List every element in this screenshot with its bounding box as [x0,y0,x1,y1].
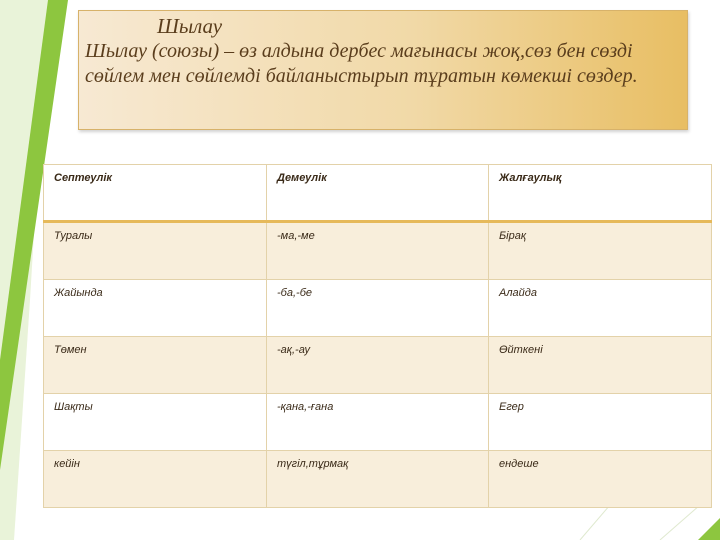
table-cell: Өйткені [489,337,712,394]
table-cell: Шақты [44,394,267,451]
table-cell: Егер [489,394,712,451]
table-row [44,394,712,451]
table-cell: кейін [44,451,267,508]
table-cell: -қана,-ғана [267,394,489,451]
table-cell: -ақ,-ау [267,337,489,394]
table-cell: түгіл,тұрмақ [267,451,489,508]
table-cell: Төмен [44,337,267,394]
table-cell: Жайында [44,280,267,337]
corner-accent-triangle [698,518,720,540]
table-cell: Туралы [44,222,267,280]
table-row [44,451,712,508]
table-header-row [44,165,712,222]
title-box [78,10,688,130]
table-cell: Алайда [489,280,712,337]
table-cell: -ма,-ме [267,222,489,280]
column-header-septeulik: Септеулік [44,165,267,222]
table-row [44,222,712,280]
column-header-zhalgaulyk: Жалғаулық [489,165,712,222]
slide-heading: Шылау [157,14,223,38]
column-header-demeulik: Демеулік [267,165,489,222]
table-cell: -ба,-бе [267,280,489,337]
definition-text: Шылау (союзы) – өз алдына дербес мағынасы жоқ,сөз бен сөзді сөйлем мен сөйлемді байланыстырып тұратын көмекші сөздер. [85,40,638,87]
table-row [44,337,712,394]
conjunctions-table [43,164,712,508]
table-row [44,280,712,337]
table-cell: ендеше [489,451,712,508]
table-cell: Бірақ [489,222,712,280]
